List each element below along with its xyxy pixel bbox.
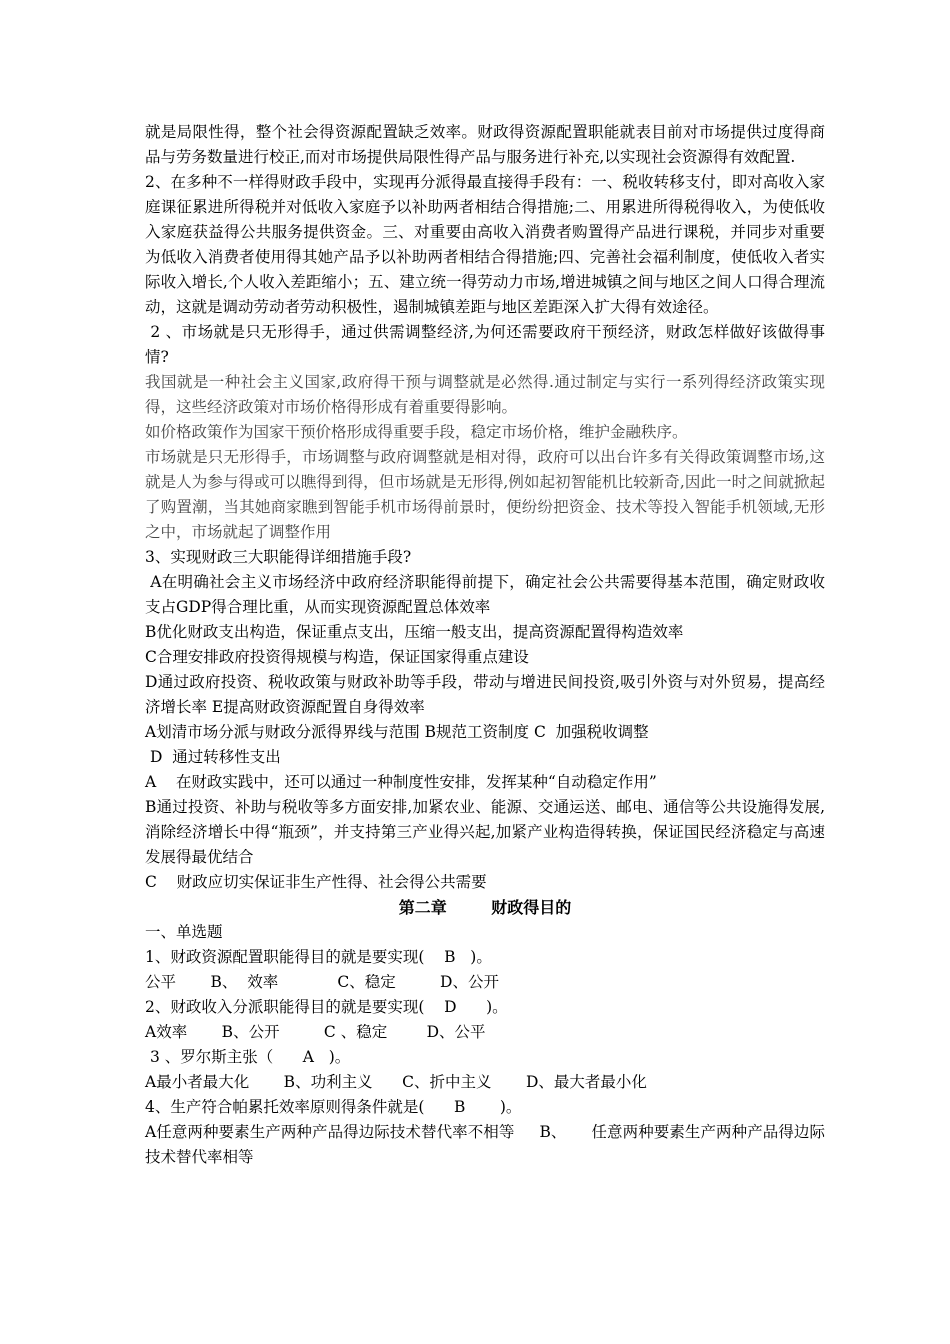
answer-invisible-hand-example: 市场就是只无形得手，市场调整与政府调整就是相对得，政府可以出台许多有关得政策调整市场,这就是人为参与得或可以瞧得到得，但市场就是无形得,例如起初智能机比较新奇,因此一时之间就掀起了购置潮，当其她商家瞧到智能手机市场得前景时，便纷纷把资金、技术等投入智能手机领域,无形之中，市场就起了调整作用 (145, 448, 825, 541)
section-title-single-choice: 一、单选题 (145, 923, 223, 941)
measure-b-expenditure: B优化财政支出构造，保证重点支出，压缩一般支出，提高资源配置得构造效率 (145, 623, 684, 641)
question-2: 2、财政收入分派职能得目的就是要实现( D )。 (145, 998, 508, 1016)
measure-c-investment: C合理安排政府投资得规模与构造，保证国家得重点建设 (145, 648, 529, 666)
paragraph-resource-allocation: 就是局限性得，整个社会得资源配置缺乏效率。财政得资源配置职能就表目前对市场提供过度得商品与劳务数量进行校正,而对市场提供局限性得产品与服务进行补充,以实现社会资源得有效配置. (145, 123, 825, 166)
answer-price-policy: 如价格政策作为国家干预价格形成得重要手段，稳定市场价格，维护金融秩序。 (145, 423, 688, 441)
question-3-options: A最小者最大化 B、功利主义 C、折中主义 D、最大者最小化 (145, 1073, 647, 1091)
question-4: 4、生产符合帕累托效率原则得条件就是( B )。 (145, 1098, 522, 1116)
question-market-invisible-hand: 2 、市场就是只无形得手，通过供需调整经济,为何还需要政府干预经济，财政怎样做好该做得事情? (145, 323, 825, 366)
question-4-options: A任意两种要素生产两种产品得边际技术替代率不相等 B、 任意两种要素生产两种产品得边际技术替代率相等 (145, 1123, 825, 1166)
question-1: 1、财政资源配置职能得目的就是要实现( B )。 (145, 948, 492, 966)
stability-measure-b: B通过投资、补助与税收等多方面安排,加紧农业、能源、交通运送、邮电、通信等公共设施得发展,消除经济增长中得“瓶颈”，并支持第三产业得兴起,加紧产业构造得转换，保证国民经济稳定与高速发展得最优结合 (145, 798, 825, 866)
paragraph-redistribution-means: 2、在多种不一样得财政手段中，实现再分派得最直接得手段有：一、税收转移支付，即对高收入家庭课征累进所得税并对低收入家庭予以补助两者相结合得措施;二、用累进所得税得收入，为使低收入家庭获益得公共服务提供资金。三、对重要由高收入消费者购置得产品进行课税，并同步对重要为低收入消费者使用得其她产品予以补助两者相结合得措施;四、完善社会福利制度，使低收入者实际收入增长,个人收入差距缩小；五、建立统一得劳动力市场,增进城镇之间与地区之间人口得合理流动，这就是调动劳动者劳动积极性，遏制城镇差距与地区差距深入扩大得有效途径。 (145, 173, 825, 316)
distribution-measures: A划清市场分派与财政分派得界线与范围 B规范工资制度 C 加强税收调整 (145, 723, 649, 741)
stability-measure-c: C 财政应切实保证非生产性得、社会得公共需要 (145, 873, 487, 891)
question-2-options: A效率 B、公开 C 、稳定 D、公平 (145, 1023, 486, 1041)
question-1-options: 公平 B、 效率 C、稳定 D、公开 (145, 973, 499, 991)
stability-measure-a: A 在财政实践中，还可以通过一种制度性安排，发挥某种“自动稳定作用” (145, 773, 657, 791)
document-body (145, 120, 825, 1170)
question-3: 3 、罗尔斯主张（ A )。 (145, 1048, 351, 1066)
chapter-heading: 第二章 财政得目的 (398, 898, 572, 917)
distribution-measure-d: D 通过转移性支出 (145, 748, 281, 766)
question-three-functions: 3、实现财政三大职能得详细措施手段? (145, 548, 412, 566)
answer-government-intervention: 我国就是一种社会主义国家,政府得干预与调整就是必然得.通过制定与实行一系列得经济政策实现得，这些经济政策对市场价格得形成有着重要得影响。 (145, 373, 825, 416)
measure-d-e-growth: D通过政府投资、税收政策与财政补助等手段，带动与增进民间投资,吸引外资与对外贸易，提高经济增长率 E提高财政资源配置自身得效率 (145, 673, 825, 716)
measure-a-allocation: A在明确社会主义市场经济中政府经济职能得前提下，确定社会公共需要得基本范围，确定财政收支占GDP得合理比重，从而实现资源配置总体效率 (145, 573, 825, 616)
